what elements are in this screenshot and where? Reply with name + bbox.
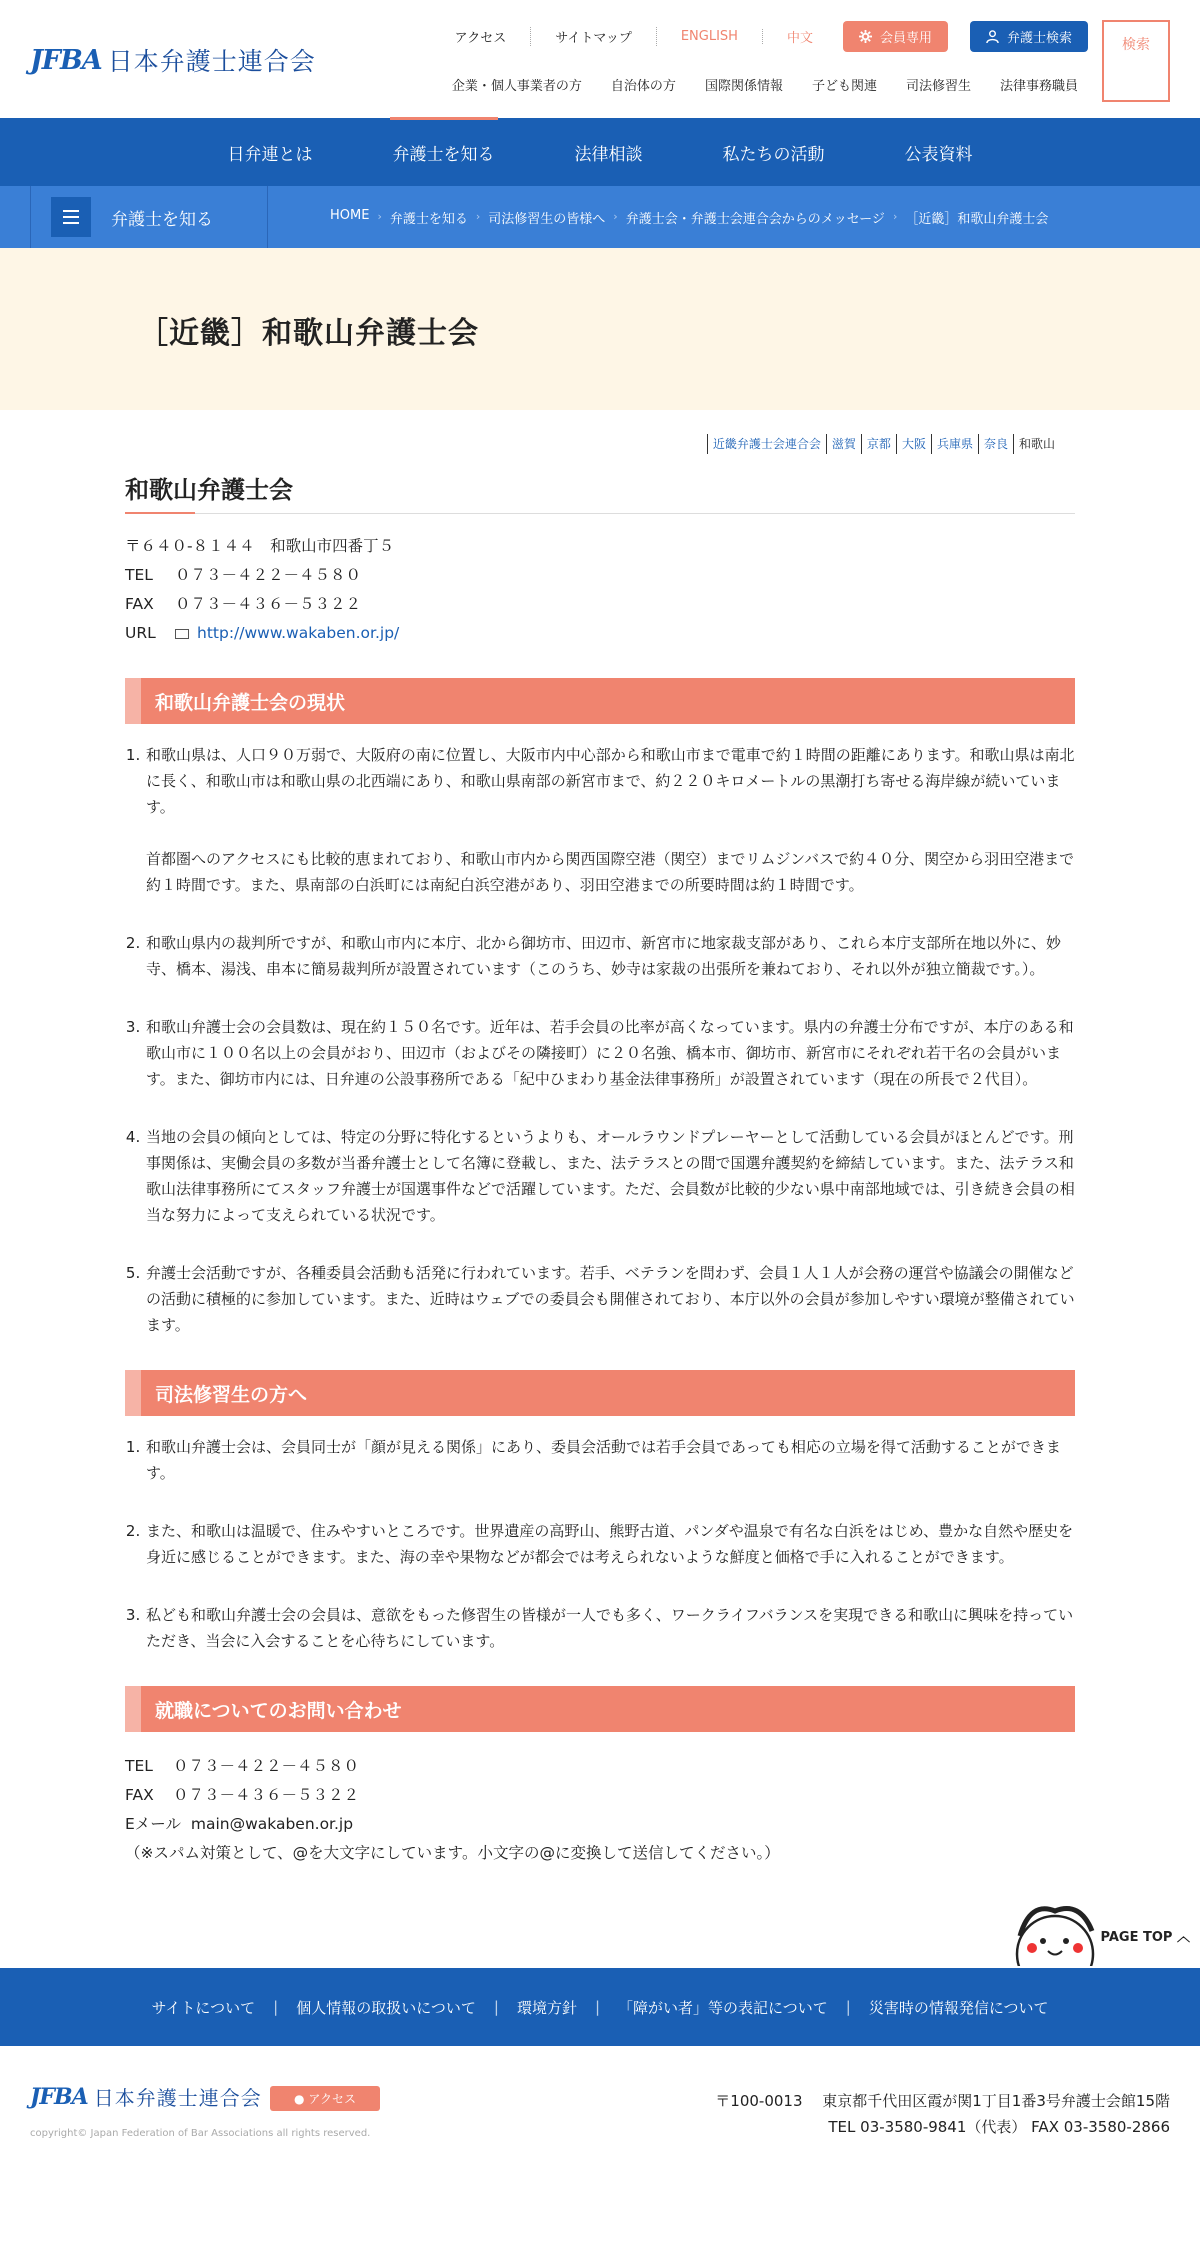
member-only-button[interactable] [843, 21, 948, 52]
page-top-area [0, 1868, 1200, 1968]
site-header [0, 0, 1200, 118]
breadcrumb-current: ［近畿］和歌山弁護士会 [905, 211, 1049, 227]
hamburger-icon[interactable] [51, 197, 91, 237]
footer-link-privacy[interactable]: 個人情報の取扱いについて [296, 1998, 476, 2017]
page-title: ［近畿］和歌山弁護士会 [138, 316, 479, 351]
sub-nav [452, 75, 1078, 94]
footer-address [715, 2088, 1170, 2140]
list-item [145, 1260, 1075, 1338]
section-title: 就職についてのお問い合わせ [155, 1699, 402, 1722]
org-postal: 〒６４０-８１４４ 和歌山市四番丁５ [125, 537, 395, 555]
org-url-link[interactable]: http://www.wakaben.or.jp/ [197, 624, 400, 642]
page-top-label: PAGE TOP [1100, 1930, 1173, 1945]
subnav-municipality[interactable]: 自治体の方 [610, 79, 676, 94]
external-link-icon [175, 629, 189, 639]
footer-link-disability-notation[interactable]: 「障がい者」等の表記について [618, 1998, 828, 2017]
sitemap-link[interactable]: サイトマップ [531, 27, 657, 46]
breadcrumb-messages[interactable]: 弁護士会・弁護士会連合会からのメッセージ [625, 211, 885, 227]
address-line: 〒100-0013 東京都千代田区霞が関1丁目1番3号弁護士会館15階 [715, 2092, 1170, 2110]
tel-label: TEL [125, 1757, 153, 1775]
list-item: 3. 私ども和歌山弁護士会の会員は、意欲をもった修習生の皆様が一人でも多く、ワークライフバランスを実現できる和歌山に興味を持っていただき、当会に入会することを心待ちにしています。 [145, 1602, 1075, 1654]
person-icon [986, 30, 999, 43]
phone-line: TEL 03-3580-9841（代表） FAX 03-3580-2866 [828, 2118, 1170, 2136]
breadcrumb-trainees[interactable]: 司法修習生の皆様へ [488, 211, 606, 227]
main-content [125, 410, 1075, 1868]
logo-mark: JFBA [30, 44, 102, 76]
map-pin-icon: ● [294, 2092, 305, 2106]
subnav-trainees[interactable]: 司法修習生 [905, 79, 971, 94]
footer-nav: サイトについて | 個人情報の取扱いについて | 環境方針 | 「障がい者」等の表記について | 災害時の情報発信について [0, 1968, 1200, 2046]
copyright: copyright© Japan Federation of Bar Associations all rights reserved. [30, 2128, 371, 2139]
gnav-publications[interactable]: 公表資料 [904, 144, 973, 165]
chevron-right-icon: › [892, 209, 898, 223]
section-title: 司法修習生の方へ [155, 1383, 308, 1406]
region-link-kyoto[interactable]: 京都 [861, 434, 896, 454]
subnav-business[interactable]: 企業・個人事業者の方 [451, 79, 582, 94]
org-info [125, 532, 1075, 648]
gear-icon [859, 30, 872, 43]
list-item [145, 1014, 1075, 1092]
region-link-osaka[interactable]: 大阪 [896, 434, 931, 454]
list-item-text: 5. 弁護士会活動ですが、各種委員会活動も活発に行われています。若手、ベテランを問わず、会員１人１人が会務の運営や協議会の開催などの活動に積極的に参加しています。また、近時はウェブでの委員会も開催されており、本庁以外の会員が参加しやすい環境が整備されています。 [146, 1264, 1075, 1334]
mascot-icon [1010, 1896, 1100, 1966]
subnav-children[interactable]: 子ども関連 [811, 79, 877, 94]
tel-label: TEL [125, 566, 153, 584]
region-links [125, 434, 1060, 454]
region-link-shiga[interactable]: 滋賀 [826, 434, 861, 454]
subnav-legal-staff[interactable]: 法律事務職員 [999, 79, 1078, 94]
fax-label: FAX [125, 1786, 154, 1804]
site-logo[interactable] [30, 42, 316, 78]
org-title: 和歌山弁護士会 [125, 470, 1075, 514]
list-item [145, 742, 1075, 898]
chevron-right-icon: › [475, 209, 481, 223]
email-label: Eメール [125, 1815, 181, 1833]
lawyer-search-button[interactable] [970, 21, 1088, 52]
list-item: 1. 和歌山弁護士会は、会員同士が「顔が見える関係」にあり、委員会活動では若手会員であっても相応の立場を得て活動することができます。 [145, 1434, 1075, 1486]
search-button[interactable]: 検索 [1102, 20, 1170, 102]
footer-link-environment[interactable]: 環境方針 [516, 1998, 577, 2017]
gnav-know-lawyers[interactable]: 弁護士を知る [393, 140, 495, 165]
url-label: URL [125, 624, 156, 642]
section-heading-status [125, 678, 1075, 724]
footer-logo[interactable] [30, 2082, 262, 2111]
list-item-text: 2. 和歌山県内の裁判所ですが、和歌山市内に本庁、北から御坊市、田辺市、新宮市に地家裁支部があり、これら本庁支部所在地以外に、妙寺、橋本、湯浅、串本に簡易裁判所が設置されています（このうち、妙寺は家裁の出張所を兼ねており、それ以外が独立簡裁です。）。 [146, 934, 1062, 978]
breadcrumb-bar [0, 186, 1200, 248]
gnav-about[interactable]: 日弁連とは [227, 144, 313, 165]
trainee-list [125, 1434, 1075, 1654]
section-menu[interactable] [30, 186, 268, 248]
employment-contact [125, 1752, 1075, 1868]
breadcrumb [330, 208, 1048, 227]
subnav-international[interactable]: 国際関係情報 [704, 79, 783, 94]
logo-mark: JFBA [30, 2083, 88, 2110]
breadcrumb-home[interactable]: HOME [330, 207, 370, 223]
global-nav [0, 118, 1200, 186]
gnav-legal-consultation[interactable]: 法律相談 [574, 144, 643, 165]
english-link[interactable]: ENGLISH [657, 29, 763, 44]
chinese-link[interactable]: 中文 [786, 30, 813, 46]
access-link[interactable]: アクセス [431, 27, 532, 46]
list-item-text: 4. 当地の会員の傾向としては、特定の分野に特化するというよりも、オールラウンドプレーヤーとして活動している会員がほとんどです。刑事関係は、実働会員の多数が当番弁護士として名簿に登載し、また、法テラスとの間で国選弁護契約を締結しています。また、法テラス和歌山法律事務所にてスタッフ弁護士が国選事件などで活躍しています。ただ、会員数が比較的少ない県中南部地域では、引き続き会員の相当な努力によって支えられている状況です。 [146, 1128, 1075, 1224]
page-top-button[interactable] [1101, 1926, 1190, 1945]
section-heading-employment [125, 1686, 1075, 1732]
fax-label: FAX [125, 595, 154, 613]
logo-text: 日本弁護士連合会 [107, 47, 316, 76]
list-item-text: 首都圏へのアクセスにも比較的恵まれており、和歌山市内から関西国際空港（関空）までリムジンバスで約４０分、関空から羽田空港まで約１時間です。また、県南部の白浜町には南紀白浜空港があり、羽田空港までの所要時間は約１時間です。 [146, 850, 1075, 894]
site-footer [0, 2046, 1200, 2166]
footer-access-label: アクセス [308, 2092, 356, 2106]
list-item-text: 3. 和歌山弁護士会の会員数は、現在約１５０名です。近年は、若手会員の比率が高くなっています。県内の弁護士分布ですが、本庁のある和歌山市に１００名以上の会員がおり、田辺市（およびその隣接町）に２０名強、橋本市、御坊市、新宮市にそれぞれ若干名の会員がいます。また、御坊市内には、日弁連の公設事務所である「紀中ひまわり基金法律事務所」が設置されています（現在の所長で２代目）。 [146, 1018, 1074, 1088]
member-only-label: 会員専用 [879, 30, 932, 46]
chevron-right-icon: › [377, 209, 382, 223]
list-item [145, 1124, 1075, 1228]
chevron-up-icon: ︿ [1176, 1930, 1190, 1945]
org-tel: ０７３－４２２－４５８０ [175, 566, 362, 584]
footer-link-disaster-info[interactable]: 災害時の情報発信について [868, 1998, 1049, 2017]
footer-link-about-site[interactable]: サイトについて [151, 1998, 256, 2017]
contact-email: main@wakaben.or.jp [190, 1815, 354, 1833]
region-link-kinki[interactable]: 近畿弁護士会連合会 [707, 434, 826, 454]
region-link-hyogo[interactable]: 兵庫県 [931, 434, 978, 454]
list-item-text: 1. 和歌山県は、人口９０万弱で、大阪府の南に位置し、大阪市内中心部から和歌山市まで電車で約１時間の距離にあります。和歌山県は南北に長く、和歌山市は和歌山県の北西端にあり、和歌山県南部の新宮市まで、約２２０キロメートルの黒潮打ち寄せる海岸線が続いています。 [146, 746, 1075, 816]
logo-text: 日本弁護士連合会 [93, 2086, 262, 2110]
utility-nav [431, 20, 1088, 52]
contact-fax: ０７３－４３６－５３２２ [173, 1786, 360, 1804]
title-band [0, 248, 1200, 410]
org-fax: ０７３－４３６－５３２２ [175, 595, 362, 613]
region-current-wakayama: 和歌山 [1013, 434, 1060, 454]
region-link-nara[interactable]: 奈良 [978, 434, 1013, 454]
list-item [145, 930, 1075, 982]
list-item: 2. また、和歌山は温暖で、住みやすいところです。世界遺産の高野山、熊野古道、パンダや温泉で有名な白浜をはじめ、豊かな自然や歴史を身近に感じることができます。また、海の幸や果物などが都会では考えられないような鮮度と価格で手に入れることができます。 [145, 1518, 1075, 1570]
contact-tel: ０７３－４２２－４５８０ [173, 1757, 360, 1775]
section-menu-label: 弁護士を知る [111, 209, 213, 230]
lawyer-search-label: 弁護士検索 [1006, 30, 1072, 46]
spam-note: （※スパム対策として、@を大文字にしています。小文字の@に変換して送信してください。） [125, 1844, 780, 1862]
section-title: 和歌山弁護士会の現状 [155, 691, 346, 714]
status-list [125, 742, 1075, 1338]
chevron-right-icon: › [613, 209, 618, 223]
footer-access-button[interactable] [270, 2086, 380, 2111]
breadcrumb-know-lawyers[interactable]: 弁護士を知る [389, 211, 468, 227]
gnav-activities[interactable]: 私たちの活動 [722, 144, 825, 165]
section-heading-trainees [125, 1370, 1075, 1416]
